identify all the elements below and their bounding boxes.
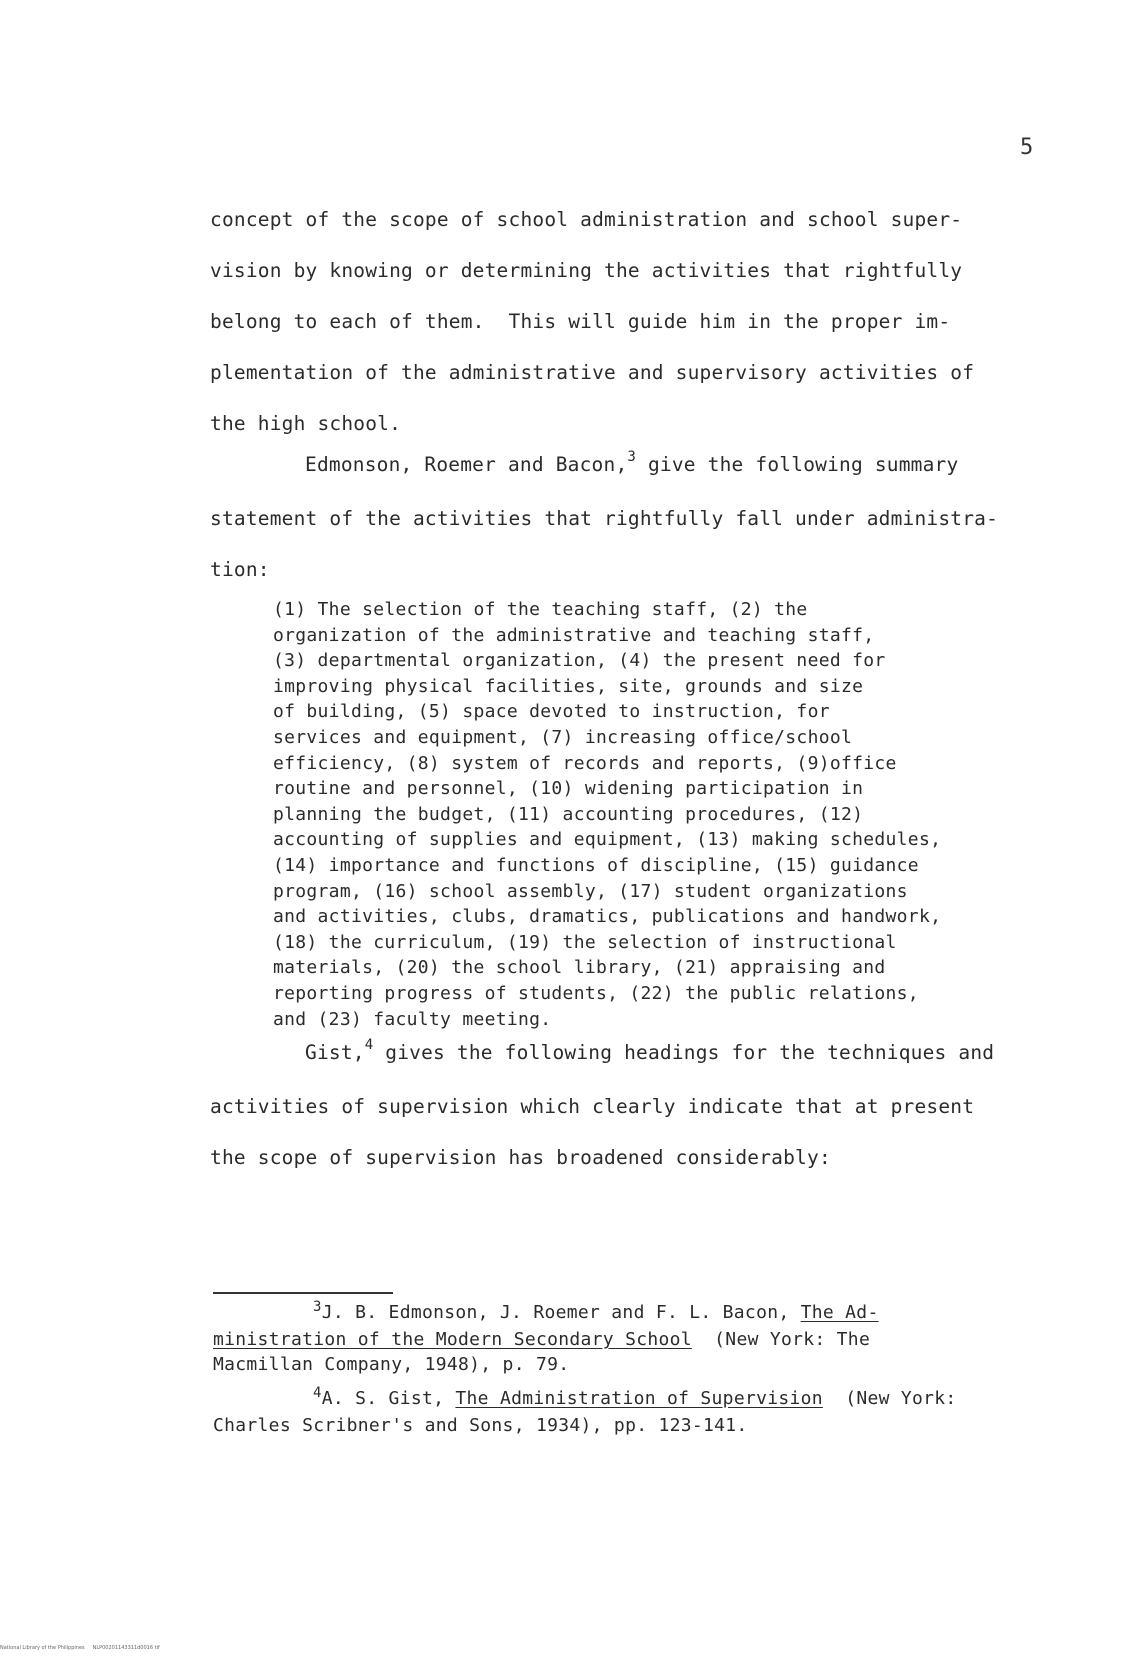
footnote-mark: 4	[313, 1385, 322, 1401]
paragraph-edmonson	[210, 439, 1070, 595]
text-span: give the following summary	[636, 453, 959, 476]
quote-line: (3) departmental organization, (4) the present need for	[273, 650, 886, 672]
text-line: the scope of supervision has broadened considerably:	[210, 1146, 831, 1169]
text-line: belong to each of them. This will guide him in the proper im-	[210, 310, 951, 333]
quote-line: improving physical facilities, site, grounds and size	[273, 675, 864, 697]
quote-line: and activities, clubs, dramatics, publications and handwork,	[273, 906, 942, 928]
block-quote	[273, 597, 1053, 1032]
footnote-reference: 3	[627, 449, 637, 465]
footnote-reference: 4	[364, 1037, 374, 1053]
footnote-publisher: (New York:	[822, 1388, 957, 1409]
quote-line: (14) importance and functions of discipline, (15) guidance	[273, 854, 919, 876]
footnote-line	[213, 1327, 1073, 1352]
footnote-line	[213, 1300, 1073, 1327]
quote-line: organization of the administrative and teaching staff,	[273, 624, 875, 646]
footnote-authors: A. S. Gist,	[321, 1388, 456, 1409]
quote-line: accounting of supplies and equipment, (13) making schedules,	[273, 829, 942, 851]
quote-line: reporting progress of students, (22) the public relations,	[273, 982, 919, 1004]
text-line	[210, 439, 1070, 493]
text-line: the high school.	[210, 412, 402, 435]
quote-line: planning the budget, (11) accounting procedures, (12)	[273, 803, 864, 825]
footnote-divider	[213, 1292, 393, 1294]
text-line: statement of the activities that rightfully fall under administra-	[210, 507, 999, 530]
paragraph-continuation	[210, 194, 1070, 449]
text-span: gives the following headings for the techniques and	[373, 1041, 995, 1064]
footnote-3	[213, 1300, 1073, 1377]
text-span: Gist,	[305, 1041, 365, 1064]
footnote-line	[213, 1386, 1073, 1413]
footnote-authors: J. B. Edmonson, J. Roemer and F. L. Bacon,	[321, 1302, 801, 1323]
footnote-mark: 3	[313, 1299, 322, 1315]
footnotes	[213, 1300, 1073, 1447]
scan-footer: National Library of the Philippines NLP00201143311d0016 tif	[0, 1645, 160, 1651]
quote-line: routine and personnel, (10) widening participation in	[273, 778, 864, 800]
text-line: plementation of the administrative and supervisory activities of	[210, 361, 975, 384]
text-line: tion:	[210, 558, 270, 581]
paragraph-gist	[210, 1027, 1070, 1183]
footnote-4	[213, 1386, 1073, 1438]
quote-line: (18) the curriculum, (19) the selection of instructional	[273, 931, 897, 953]
footnote-title: The Ad-	[800, 1302, 879, 1323]
quote-line: materials, (20) the school library, (21) appraising and	[273, 957, 886, 979]
quote-line: (1) The selection of the teaching staff, (2) the	[273, 599, 808, 620]
footnote-line: Macmillan Company, 1948), p. 79.	[213, 1354, 570, 1375]
quote-line: program, (16) school assembly, (17) student organizations	[273, 880, 908, 902]
footnote-title: ministration of the Modern Secondary School	[213, 1329, 692, 1350]
quote-line: and (23) faculty meeting.	[273, 1008, 552, 1030]
footnote-publisher: (New York: The	[691, 1329, 871, 1350]
text-line: concept of the scope of school administration and school super-	[210, 208, 963, 231]
text-line	[210, 1027, 1070, 1081]
quote-line: services and equipment, (7) increasing office/school	[273, 726, 853, 748]
quote-line: efficiency, (8) system of records and reports, (9)office	[273, 752, 897, 774]
quote-line: of building, (5) space devoted to instruction, for	[273, 701, 830, 723]
footnote-line: Charles Scribner's and Sons, 1934), pp. 123-141.	[213, 1415, 748, 1436]
text-span: Edmonson, Roemer and Bacon,	[305, 453, 628, 476]
text-line: vision by knowing or determining the activities that rightfully	[210, 259, 963, 282]
footnote-title: The Administration of Supervision	[455, 1388, 823, 1409]
text-line: activities of supervision which clearly indicate that at present	[210, 1095, 975, 1118]
page-number: 5	[1020, 135, 1034, 160]
